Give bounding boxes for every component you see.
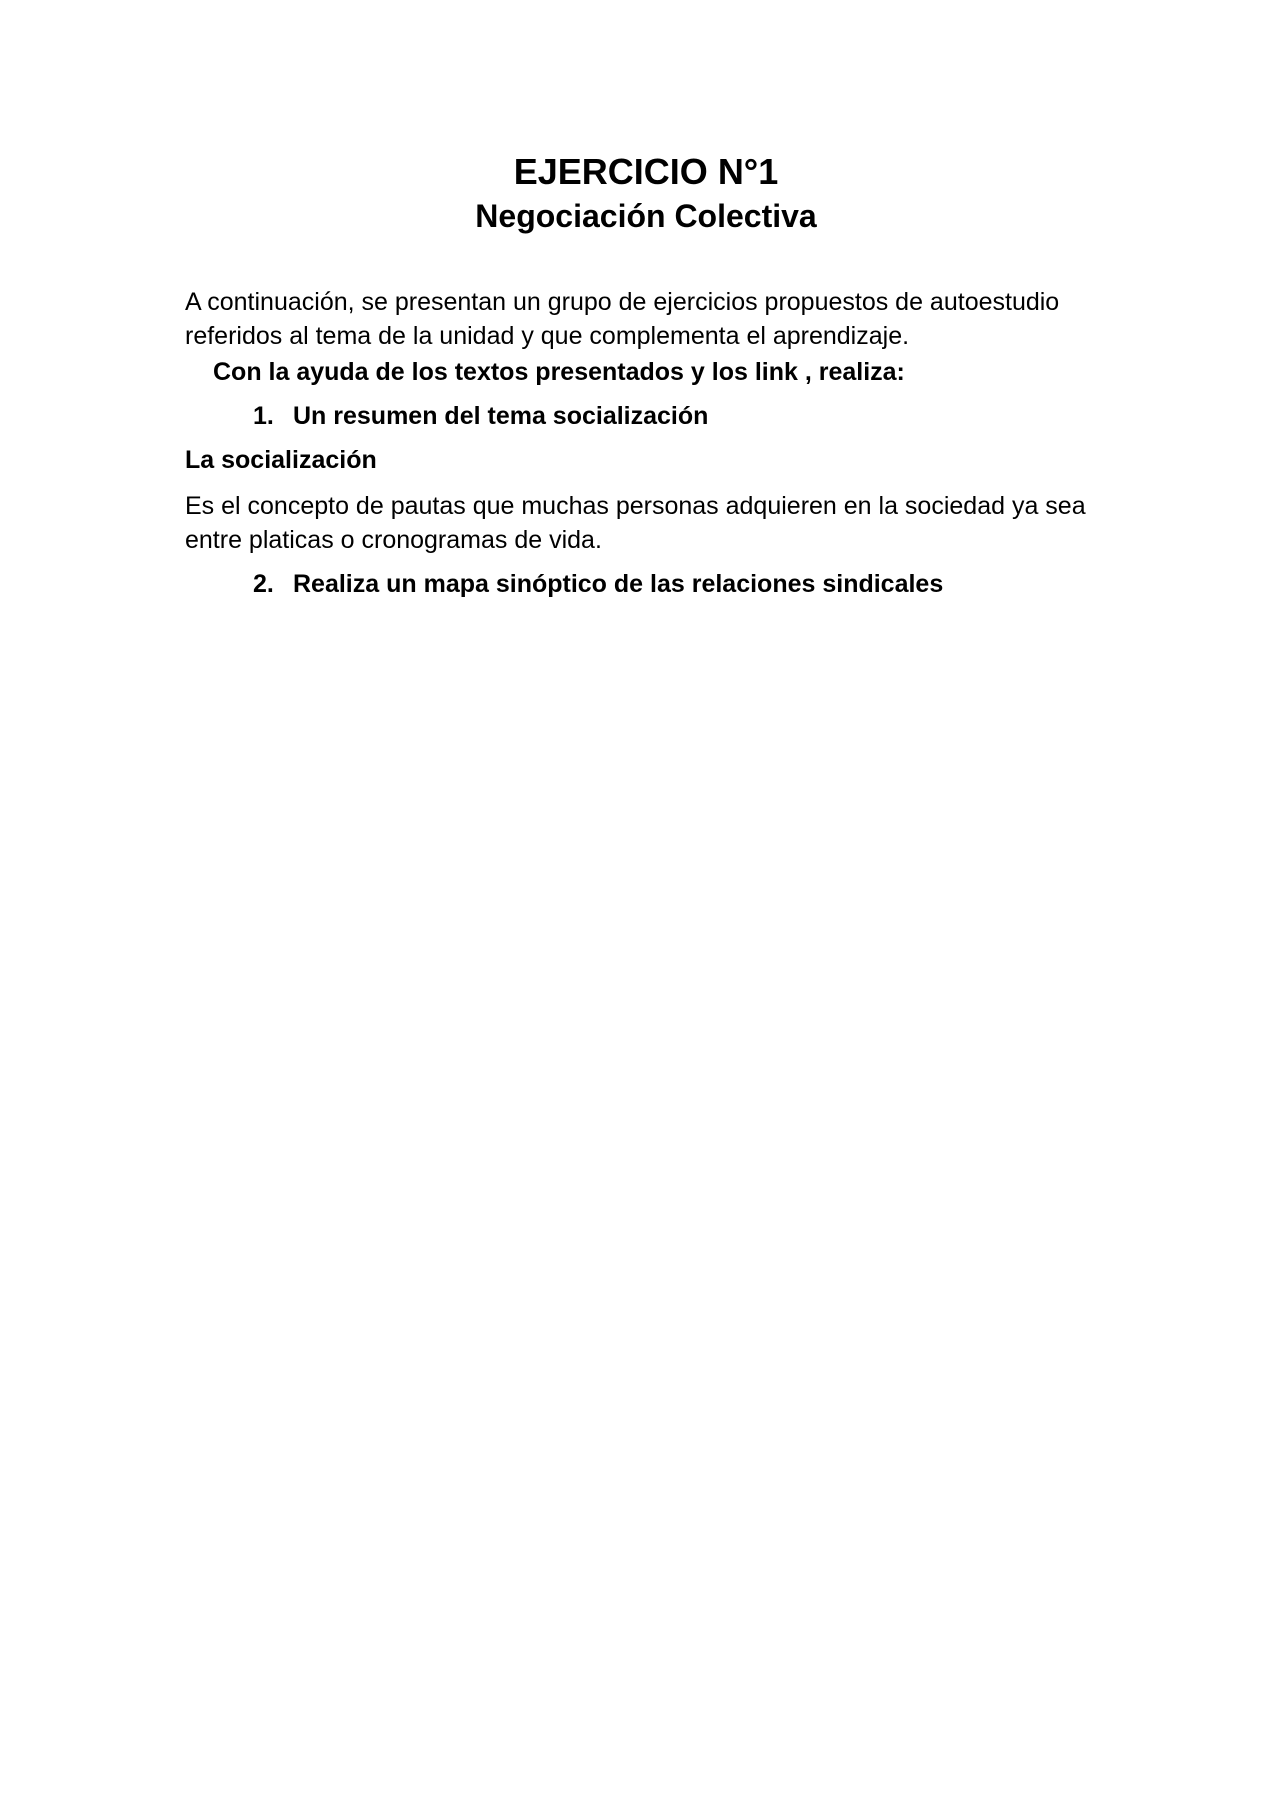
section-heading: La socialización [185, 446, 377, 474]
heading-block [0, 150, 1280, 238]
section-paragraph: Es el concepto de pautas que muchas personas adquieren en la sociedad ya sea entre platicas o cronogramas de vida. [185, 492, 1086, 554]
page-subtitle: Negociación Colectiva [475, 198, 817, 234]
intro-paragraph: A continuación, se presentan un grupo de ejercicios propuestos de autoestudio referidos al tema de la unidad y que complementa el aprendizaje. [185, 288, 1060, 350]
list-item-text: Realiza un mapa sinóptico de las relaciones sindicales [293, 570, 944, 598]
list-item-number: 2. [253, 570, 274, 598]
document-body [185, 285, 1115, 601]
page-title: EJERCICIO N°1 [513, 151, 779, 192]
list-item [253, 567, 1115, 601]
list-item-text: Un resumen del tema socialización [293, 402, 709, 430]
list-item-number: 1. [253, 402, 274, 430]
list-item [253, 399, 1115, 433]
instruction-line: Con la ayuda de los textos presentados y los link , realiza: [213, 358, 905, 386]
